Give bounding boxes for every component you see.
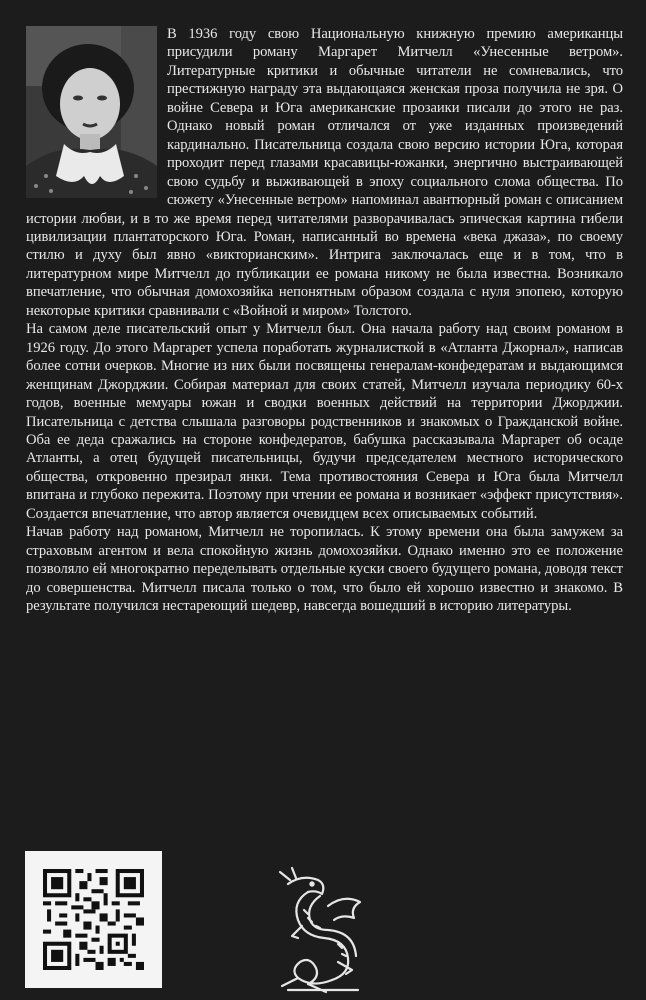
qr-code[interactable] xyxy=(25,851,162,988)
publisher-dragon-logo xyxy=(268,866,368,994)
paragraph-3: Начав работу над романом, Митчелл не торопилась. К этому времени она была замужем за страховым агентом и вела спокойную жизнь домохозяйки. Однако именно это ее положение позволяло ей многократно переделывать отдельные куски своего будущего романа, доводя текст до совершенства. Митчелл писала только о том, что было ей хорошо известно и знакомо. В результате получился нестареющий шедевр, навсегда вошедший в историю литературы. xyxy=(26,524,623,615)
dragon-emblem-icon xyxy=(268,866,368,994)
paragraph-2: На самом деле писательский опыт у Митчелл был. Она начала работу над своим романом в 1926 году. До этого Маргарет успела поработать журналисткой в «Атланта Джорнал», написав более сотни очерков. Многие из них были посвящены генералам-конфедератам и выдающимся женщинам Джорджии. Собирая материал для своих статей, Митчелл изучала периодику 60-х годов, военные мемуары южан и сводки военных действий на территории Джорджии. Писательница с детства слышала разговоры родственников и знакомых о Гражданской войне. Оба ее деда сражались на стороне конфедератов, бабушка рассказывала Маргарет об осаде Атланты, а отец будущей писательницы, будучи председателем местного исторического общества, откровенно презирал янки. Тема противостояния Севера и Юга была Митчелл впитана и глубоко пережита. Поэтому при чтении ее романа и возникает «эффект присутствия». Создается впечатление, что автор является очевидцем всех описываемых событий. xyxy=(26,321,623,522)
annotation-text xyxy=(26,25,623,616)
paragraph-1: В 1936 году свою Национальную книжную премию американцы присудили роману Маргарет Митчелл «Унесенные ветром». Литературные критики и обычные читатели не сомневались, что престижную награду эта выдающаяся женская проза получила не зря. О войне Севера и Юга американские прозаики писали до этого не раз. Однако новый роман отличался от уже изданных произведений кардинально. Писательница создала свою версию истории Юга, которая проходит перед глазами красавицы-южанки, энергично выстраивающей свою судьбу и выживающей в эпоху социального слома общества. По сюжету «Унесенные ветром» напоминал авантюрный роман с описанием истории любви, и в то же время перед читателями разворачивалась эпическая картина гибели цивилизации плантаторского Юга. Роман, написанный во времена «века джаза», по своему стилю и духу был явно «викторианским». Интрига заключалась еще и в том, что в литературном мире Митчелл до публикации ее романа никому не была известна. Возникало впечатление, что обычная домохозяйка непонятным образом создала с нуля эпопею, которую некоторые критики сравнивали с «Войной и миром» Толстого. xyxy=(26,26,623,319)
qr-code-icon xyxy=(43,869,144,970)
portrait-spacer xyxy=(26,25,157,201)
